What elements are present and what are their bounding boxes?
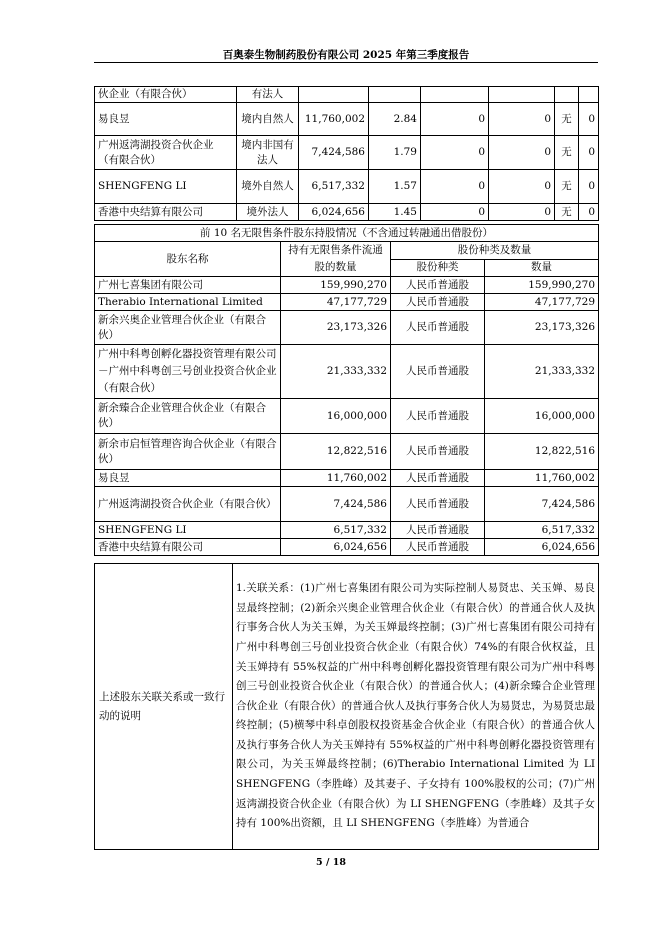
holder-c6: 0	[489, 103, 555, 136]
shareholder-name: 易良昱	[95, 470, 281, 487]
table-row	[95, 277, 599, 294]
shareholder-count: 6,517,332	[485, 522, 599, 539]
holder-nature: 境外自然人	[237, 170, 299, 204]
col-name-header: 股东名称	[95, 242, 281, 277]
table-row	[95, 564, 599, 850]
relation-text: 1.关联关系：(1)广州七喜集团有限公司为实际控制人易贤忠、关玉婵、易良昱最终控制；(2)新余兴奥企业管理合伙企业（有限合伙）的普通合伙人及执行事务合伙人为关玉婵，为关玉婵最终控制；(3)广州七喜集团有限公司持有广州中科粤创三号创业投资合伙企业（有限合伙）74%的有限合伙权益，且关玉婵持有 55%权益的广州中科粤创孵化器投资管理有限公司为广州中科粤创三号创业投资合伙企业（有限合伙）的普通合伙人；(4)新余臻合企业管理合伙企业（有限合伙）的普通合伙人及执行事务合伙人为易贤忠，为易贤忠最终控制；(5)横琴中科卓创股权投资基金合伙企业（有限合伙）的普通合伙人及执行事务合伙人为关玉婵持有 55%权益的广州中科粤创孵化器投资管理有限公司，为关玉婵最终控制；(6)Therabio International Limited 为 LI SHENGFENG（李胜峰）及其妻子、子女持有 100%股权的公司；(7)广州返湾湖投资合伙企业（有限合伙）为 LI SHENGFENG（李胜峰）及其子女持有 100%出资额，且 LI SHENGFENG（李胜峰）为普通合	[233, 564, 599, 850]
shareholder-qty: 12,822,516	[281, 434, 391, 470]
relation-table	[94, 563, 599, 850]
shareholder-qty: 23,173,326	[281, 311, 391, 345]
shareholder-name: Therabio International Limited	[95, 294, 281, 311]
shareholder-kind: 人民币普通股	[391, 399, 485, 434]
header-rule	[94, 62, 598, 63]
shareholder-qty: 7,424,586	[281, 487, 391, 522]
col-kind-header: 股份种类	[391, 259, 485, 277]
holder-name: SHENGFENG LI	[95, 170, 237, 204]
shareholder-name: 新余兴奥企业管理合伙企业（有限合伙）	[95, 311, 281, 345]
table-row	[95, 136, 599, 170]
holder-shares: 6,517,332	[299, 170, 369, 204]
shareholder-kind: 人民币普通股	[391, 345, 485, 399]
table-header-row	[95, 242, 599, 260]
holder-pct: 1.57	[369, 170, 421, 204]
table-row	[95, 399, 599, 434]
holder-c6: 0	[489, 204, 555, 221]
holder-c7	[555, 87, 579, 103]
holder-name: 香港中央结算有限公司	[95, 204, 237, 221]
shareholder-qty: 6,517,332	[281, 522, 391, 539]
shareholder-name: 香港中央结算有限公司	[95, 539, 281, 556]
holder-c5: 0	[421, 103, 489, 136]
table-row	[95, 434, 599, 470]
shareholder-qty: 6,024,656	[281, 539, 391, 556]
holder-c8	[579, 87, 599, 103]
holder-pct	[369, 87, 421, 103]
table-row	[95, 170, 599, 204]
shareholder-count: 7,424,586	[485, 487, 599, 522]
shareholder-qty: 21,333,332	[281, 345, 391, 399]
holder-c6: 0	[489, 136, 555, 170]
holder-c7: 无	[555, 204, 579, 221]
shareholder-kind: 人民币普通股	[391, 311, 485, 345]
holder-c7: 无	[555, 136, 579, 170]
col-type-group-header: 股份种类及数量	[391, 242, 599, 260]
page-header: 百奥泰生物制药股份有限公司 2025 年第三季度报告	[222, 49, 470, 61]
holder-name: 易良昱	[95, 103, 237, 136]
shareholder-count: 16,000,000	[485, 399, 599, 434]
holder-c8: 0	[579, 170, 599, 204]
holder-name: 广州返湾湖投资合伙企业（有限合伙）	[95, 136, 237, 170]
shareholder-name: SHENGFENG LI	[95, 522, 281, 539]
holder-c7: 无	[555, 103, 579, 136]
shareholder-name: 新余臻合企业管理合伙企业（有限合伙）	[95, 399, 281, 434]
holder-c8: 0	[579, 103, 599, 136]
holder-shares	[299, 87, 369, 103]
table-row	[95, 204, 599, 221]
holder-c6	[489, 87, 555, 103]
shareholder-kind: 人民币普通股	[391, 277, 485, 294]
shareholder-kind: 人民币普通股	[391, 470, 485, 487]
holder-c5: 0	[421, 136, 489, 170]
holder-c8: 0	[579, 204, 599, 221]
relation-label: 上述股东关联关系或一致行动的说明	[95, 564, 233, 850]
shareholder-kind: 人民币普通股	[391, 522, 485, 539]
shareholder-name: 广州返湾湖投资合伙企业（有限合伙）	[95, 487, 281, 522]
shareholder-kind: 人民币普通股	[391, 539, 485, 556]
holder-c8: 0	[579, 136, 599, 170]
table-row	[95, 522, 599, 539]
table-row	[95, 103, 599, 136]
holder-nature: 境内自然人	[237, 103, 299, 136]
shareholder-qty: 16,000,000	[281, 399, 391, 434]
table-row	[95, 470, 599, 487]
holder-nature: 有法人	[237, 87, 299, 103]
top-shareholders-table	[94, 86, 599, 221]
holder-c5: 0	[421, 204, 489, 221]
holder-pct: 1.45	[369, 204, 421, 221]
table-row	[95, 345, 599, 399]
holder-c7: 无	[555, 170, 579, 204]
holder-c5	[421, 87, 489, 103]
shareholder-kind: 人民币普通股	[391, 434, 485, 470]
holder-shares: 6,024,656	[299, 204, 369, 221]
table-row	[95, 487, 599, 522]
shareholder-name: 广州七喜集团有限公司	[95, 277, 281, 294]
shareholder-name: 新余市启恒管理咨询合伙企业（有限合伙）	[95, 434, 281, 470]
shareholder-kind: 人民币普通股	[391, 487, 485, 522]
holder-c6: 0	[489, 170, 555, 204]
shareholder-count: 6,024,656	[485, 539, 599, 556]
col-count-header: 数量	[485, 259, 599, 277]
shareholder-kind: 人民币普通股	[391, 294, 485, 311]
holder-shares: 7,424,586	[299, 136, 369, 170]
holder-nature: 境外法人	[237, 204, 299, 221]
shareholder-count: 159,990,270	[485, 277, 599, 294]
holder-shares: 11,760,002	[299, 103, 369, 136]
col-qty-header: 持有无限售条件流通股的数量	[281, 242, 391, 277]
shareholder-count: 47,177,729	[485, 294, 599, 311]
top10-unrestricted-table	[94, 224, 599, 556]
holder-nature: 境内非国有法人	[237, 136, 299, 170]
table-title-row	[95, 225, 599, 242]
table-row	[95, 294, 599, 311]
holder-c5: 0	[421, 170, 489, 204]
table-row	[95, 311, 599, 345]
table-row	[95, 87, 599, 103]
table-row	[95, 539, 599, 556]
shareholder-count: 23,173,326	[485, 311, 599, 345]
shareholder-qty: 47,177,729	[281, 294, 391, 311]
shareholder-count: 12,822,516	[485, 434, 599, 470]
shareholder-count: 21,333,332	[485, 345, 599, 399]
shareholder-count: 11,760,002	[485, 470, 599, 487]
holder-pct: 1.79	[369, 136, 421, 170]
shareholder-qty: 159,990,270	[281, 277, 391, 294]
table-title: 前 10 名无限售条件股东持股情况（不含通过转融通出借股份）	[95, 225, 599, 242]
holder-pct: 2.84	[369, 103, 421, 136]
page-number: 5 / 18	[316, 857, 346, 868]
shareholder-name: 广州中科粤创孵化器投资管理有限公司－广州中科粤创三号创业投资合伙企业（有限合伙）	[95, 345, 281, 399]
holder-name: 伙企业（有限合伙）	[95, 87, 237, 103]
shareholder-qty: 11,760,002	[281, 470, 391, 487]
